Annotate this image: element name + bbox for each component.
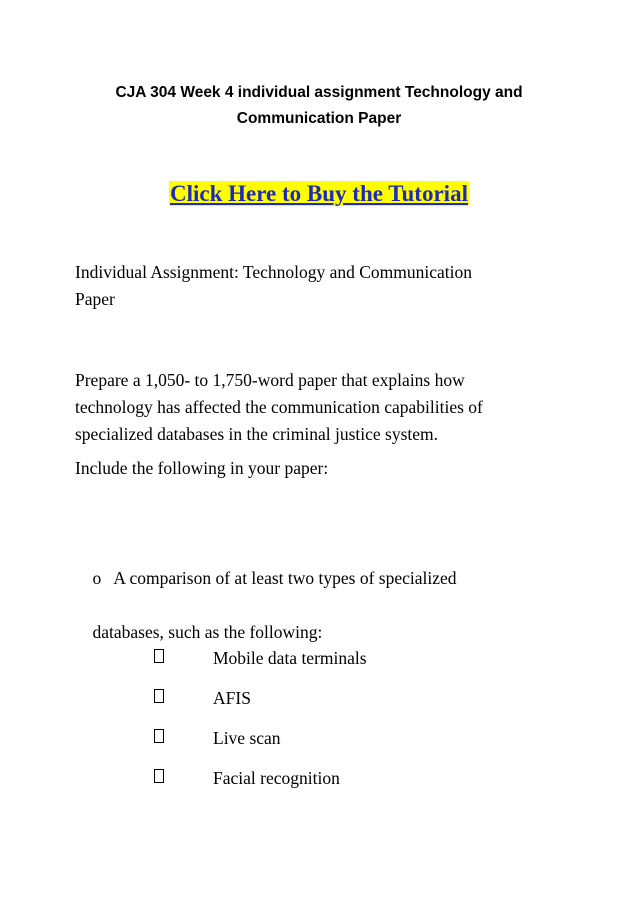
list-item (0, 725, 638, 765)
prepare-line-3: specialized databases in the criminal justice system. (75, 424, 439, 444)
prepare-line-1: Prepare a 1,050- to 1,750-word paper that explains how (75, 370, 465, 390)
list-item-label: Mobile data terminals (213, 648, 367, 668)
bullet-box-icon (154, 769, 164, 783)
title-line-1: CJA 304 Week 4 individual assignment Technology and (115, 84, 523, 101)
list-item (0, 685, 638, 725)
document-title (60, 80, 578, 132)
list-item-label: Live scan (213, 728, 281, 748)
list-item-label: AFIS (213, 688, 251, 708)
assignment-heading (75, 259, 545, 313)
list-item (0, 645, 638, 685)
include-paragraph (75, 455, 545, 482)
prepare-paragraph (75, 367, 545, 448)
prepare-line-2: technology has affected the communication capabilities of (75, 397, 483, 417)
bullet-box-icon (154, 649, 164, 663)
bullet-box-icon (154, 689, 164, 703)
assignment-heading-line-1: Individual Assignment: Technology and Communication (75, 262, 473, 282)
buy-tutorial-link[interactable]: Click Here to Buy the Tutorial (170, 181, 468, 206)
list-item-label: Facial recognition (213, 768, 340, 788)
include-line: Include the following in your paper: (75, 458, 329, 478)
database-types-list (0, 645, 638, 805)
comparison-line-2: databases, such as the following: (92, 622, 323, 642)
title-line-2: Communication Paper (236, 110, 402, 127)
list-item (0, 765, 638, 805)
bullet-box-icon (154, 729, 164, 743)
comparison-line-1: o A comparison of at least two types of specialized (92, 568, 457, 588)
tutorial-link-container (0, 179, 638, 209)
assignment-heading-line-2: Paper (75, 289, 115, 309)
